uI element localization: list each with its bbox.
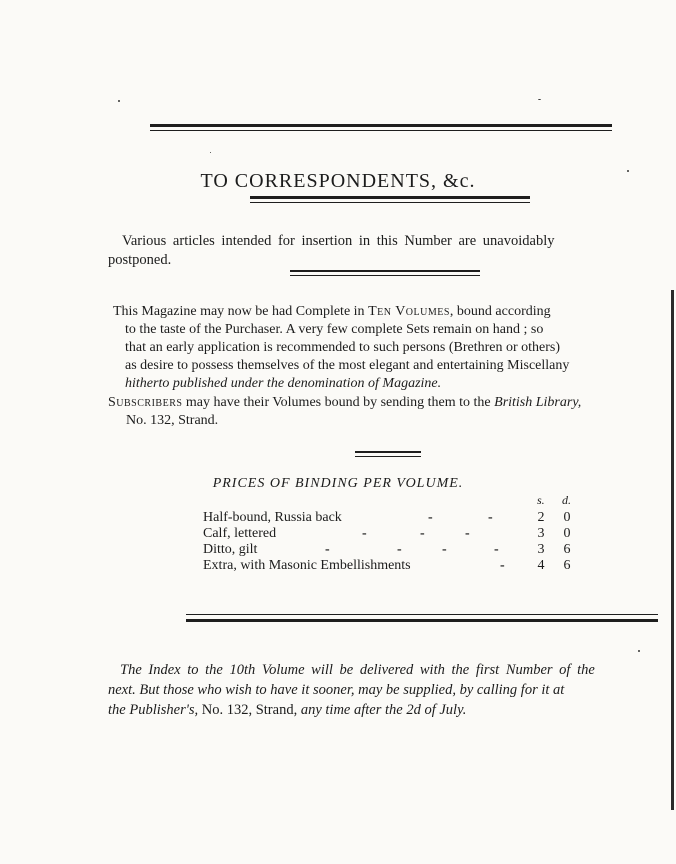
price-item: Extra, with Masonic Embellishments xyxy=(203,558,411,573)
price-item: Half-bound, Russia back xyxy=(203,510,342,525)
price-row xyxy=(0,542,676,559)
date-text: any time after the 2d of July. xyxy=(300,702,467,718)
pence-label: d. xyxy=(562,493,571,507)
price-row xyxy=(0,510,676,527)
price-row xyxy=(0,558,676,575)
index-line xyxy=(108,700,668,720)
leader-dash: - xyxy=(325,542,330,557)
availability-line: hitherto published under the denomination of Magazine. xyxy=(125,376,442,391)
subscribers-line xyxy=(108,394,670,412)
price-shillings: 3 xyxy=(537,526,545,541)
subscribers-text: may have their Volumes bound by sending them to the xyxy=(182,395,495,410)
availability-line: that an early application is recommended to such persons (Brethren or others) xyxy=(125,340,561,355)
address-text: No. 132, Strand, xyxy=(198,702,301,718)
scan-speck xyxy=(627,170,629,172)
leader-dash: - xyxy=(465,526,470,541)
shillings-label: s. xyxy=(537,493,545,507)
price-item: Calf, lettered xyxy=(203,526,277,541)
leader-dash: - xyxy=(362,526,367,541)
section-rule-thin xyxy=(290,275,480,276)
british-library-text: British Library, xyxy=(494,395,582,410)
scan-speck xyxy=(210,152,211,153)
leader-dash: - xyxy=(494,542,499,557)
prices-title: PRICES OF BINDING PER VOLUME. xyxy=(212,476,464,491)
bottom-rule-thick xyxy=(186,619,658,622)
price-row xyxy=(0,526,676,543)
subscribers-paragraph xyxy=(108,394,670,430)
postponed-notice xyxy=(108,232,668,270)
index-line: The Index to the 10th Volume will be delivered with the first Number of the xyxy=(120,662,595,678)
index-line: next. But those who wish to have it sooner, may be supplied, by calling for it at xyxy=(108,682,565,698)
leader-dash: - xyxy=(488,510,493,525)
leader-dash: - xyxy=(428,510,433,525)
page-edge-shadow xyxy=(671,290,674,810)
scan-speck xyxy=(538,99,541,100)
top-rule-thick xyxy=(150,124,612,127)
subscribers-caps: Subscribers xyxy=(108,395,183,410)
availability-text: , bound according xyxy=(449,304,551,319)
top-rule-thin xyxy=(150,130,612,131)
leader-dash: - xyxy=(420,526,425,541)
section-rule xyxy=(290,270,480,272)
price-pence: 6 xyxy=(563,558,571,573)
price-pence: 0 xyxy=(563,510,571,525)
leader-dash: - xyxy=(397,542,402,557)
prices-rule xyxy=(355,451,421,453)
availability-line xyxy=(113,303,669,321)
publisher-text: the Publisher's, xyxy=(108,702,199,718)
index-notice xyxy=(108,660,668,720)
price-shillings: 3 xyxy=(537,542,545,557)
availability-line: as desire to possess themselves of the most elegant and entertaining Miscellany xyxy=(125,358,570,373)
leader-dash: - xyxy=(442,542,447,557)
scan-speck xyxy=(118,100,120,102)
availability-paragraph xyxy=(113,303,669,393)
prices-rule-thin xyxy=(355,456,421,457)
price-shillings: 2 xyxy=(537,510,545,525)
scan-speck xyxy=(638,650,640,652)
availability-line: to the taste of the Purchaser. A very few complete Sets remain on hand ; so xyxy=(125,322,544,337)
title-underline-thin xyxy=(250,202,530,203)
title-text: TO CORRESPONDENTS, &c. xyxy=(200,170,476,192)
page-title xyxy=(0,170,676,195)
price-pence: 0 xyxy=(563,526,571,541)
ten-volumes-text: Ten Volumes xyxy=(368,304,450,319)
price-shillings: 4 xyxy=(537,558,545,573)
bottom-rule-thin xyxy=(186,614,658,615)
price-item: Ditto, gilt xyxy=(203,542,258,557)
leader-dash: - xyxy=(500,558,505,573)
notice-line: postponed. xyxy=(108,252,172,268)
availability-text: This Magazine may now be had Complete in xyxy=(113,304,369,319)
title-underline-thick xyxy=(250,196,530,199)
subscribers-line: No. 132, Strand. xyxy=(126,413,219,428)
notice-line: Various articles intended for insertion in this Number are unavoidably xyxy=(122,233,555,249)
price-pence: 6 xyxy=(563,542,571,557)
